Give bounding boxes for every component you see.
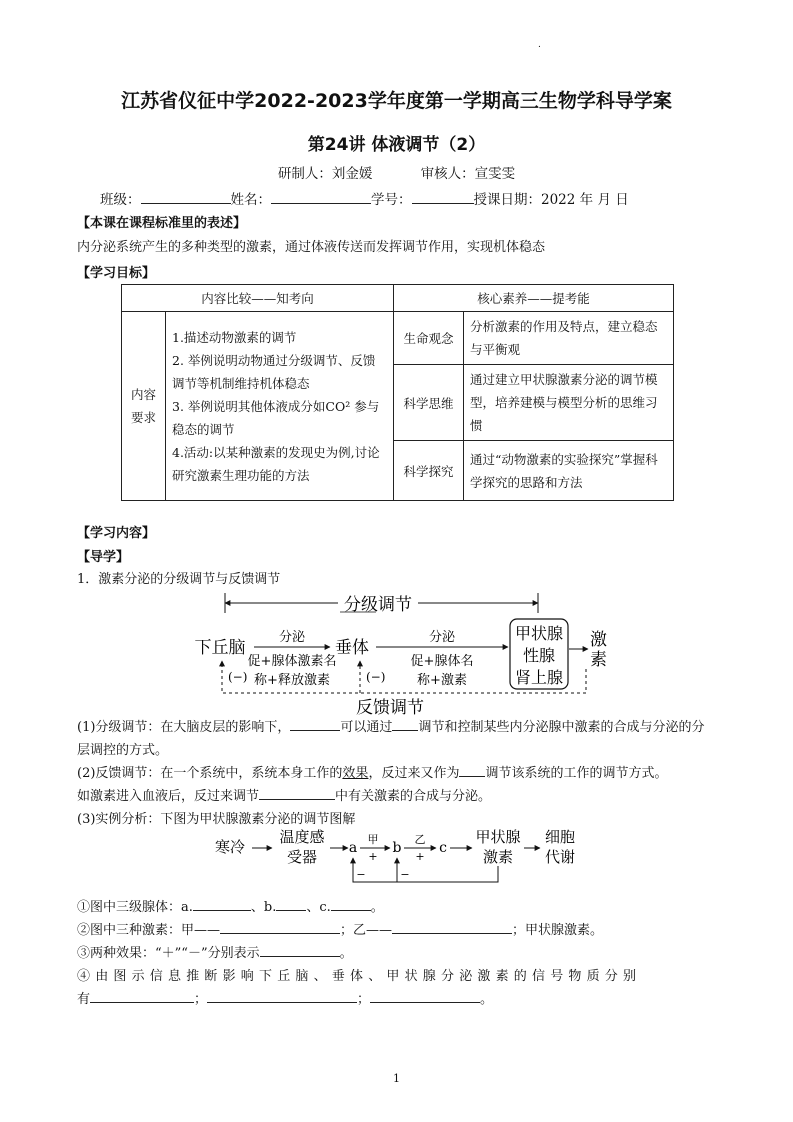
blank-3[interactable]	[459, 763, 485, 777]
node-c: c	[439, 840, 447, 856]
content-item: 1.描述动物激素的调节	[172, 329, 297, 345]
thyroid-diagram	[210, 828, 580, 890]
literacy-text: 通过“动物激素的实验探究”掌握科学探究的思路和方法	[464, 441, 674, 501]
page-number: 1	[393, 1072, 400, 1085]
p1-part3: 调节和控制某些内分泌腺中激素的合成与分泌的分层调控的方式。	[77, 720, 705, 758]
q1-blank-c[interactable]	[331, 897, 371, 911]
literacy-text: 分析激素的作用及特点，建立稳态与平衡观	[464, 312, 674, 365]
lesson-title: 第24讲 体液调节（2）	[307, 135, 486, 155]
releasing-hormone-label-1: 促+腺体激素名	[247, 654, 337, 669]
class-blank[interactable]	[141, 190, 231, 204]
p1-part2: 可以通过	[340, 720, 393, 735]
content-item: 2. 举例说明动物通过分级调节、反馈调节等机制维持机体稳态	[172, 352, 376, 391]
tropic-hormone-label-1: 促+腺体名	[410, 654, 474, 669]
hormone-label-top: 激	[590, 630, 607, 650]
q3-blank[interactable]	[260, 943, 340, 957]
q3-part1: ③两种效果：“＋”“－”分别表示	[77, 946, 260, 961]
q1-part3: 、c.	[306, 900, 331, 915]
blank-1[interactable]	[290, 717, 340, 731]
standard-heading: 【本课在课程标准里的表述】	[77, 216, 247, 231]
q4-part1: 有	[77, 992, 91, 1007]
cell-metabolism-2: 代谢	[544, 848, 576, 866]
hormone-jia: 甲	[367, 833, 379, 846]
blank-4[interactable]	[259, 786, 335, 800]
para-feedback-2	[77, 785, 491, 808]
q1-part1: ①图中三级腺体：a.	[77, 900, 193, 915]
reviewer: 审核人：宣雯雯	[420, 166, 516, 182]
id-blank[interactable]	[412, 190, 474, 204]
thyroid-hormone-1: 甲状腺	[475, 828, 521, 846]
thyroid-hormone-2: 激素	[482, 848, 514, 866]
col-content-header: 内容比较——知考向	[122, 285, 394, 312]
pituitary-label: 垂体	[335, 638, 369, 658]
node-b: b	[392, 840, 402, 856]
p2-effect: 效果	[342, 766, 369, 781]
q4-part2: ；	[194, 992, 208, 1007]
q1-part4: 。	[370, 900, 384, 915]
receptor-label-1: 温度感	[279, 828, 325, 846]
para-graded	[77, 716, 717, 762]
q2-blank-yi[interactable]	[392, 920, 512, 934]
minus-2: −	[400, 868, 410, 881]
q1-blank-a[interactable]	[193, 897, 251, 911]
question-1	[77, 896, 384, 919]
tropic-hormone-label-2: 称+激素	[417, 673, 467, 688]
hormone-yi: 乙	[414, 833, 426, 846]
name-blank[interactable]	[271, 190, 371, 204]
literacy-text: 通过建立甲状腺激素分泌的调节模型，培养建模与模型分析的思维习惯	[464, 365, 674, 441]
goals-table	[121, 284, 674, 501]
corner-dot: .	[538, 40, 541, 50]
feedback-label: 反馈调节	[356, 698, 424, 718]
page-title: 江苏省仪征中学2022-2023学年度第一学期高三生物学科导学案	[121, 90, 672, 112]
authors-line	[0, 162, 793, 182]
standard-text: 内分泌系统产生的多种类型的激素，通过体液传送而发挥调节作用，实现机体稳态	[77, 240, 546, 255]
hormone-label-bottom: 素	[590, 650, 607, 670]
q4-blank-2[interactable]	[207, 989, 357, 1003]
gland-adrenal: 肾上腺	[514, 668, 564, 687]
col-literacy-header: 核心素养——提考能	[394, 285, 674, 312]
p1-part1: (1)分级调节：在大脑皮层的影响下，	[77, 720, 291, 735]
minus-pituitary: (−)	[366, 670, 386, 684]
p2-part2: ，反过来又作为	[368, 766, 460, 781]
literacy-name: 科学探究	[394, 441, 464, 501]
plus-1: +	[368, 850, 378, 863]
student-info-line	[100, 188, 629, 208]
q1-blank-b[interactable]	[276, 897, 306, 911]
question-3	[77, 942, 353, 965]
goals-heading: 【学习目标】	[77, 266, 156, 281]
guide-heading: 【导学】	[77, 550, 130, 565]
secrete-label-2: 分泌	[428, 630, 456, 645]
graded-label: 分级调节	[344, 595, 412, 615]
content-item: 3. 举例说明其他体液成分如CO² 参与稳态的调节	[172, 398, 380, 437]
question-2	[77, 919, 603, 942]
minus-hypo: (−)	[228, 670, 248, 684]
literacy-name: 生命观念	[394, 312, 464, 365]
q2-part3: ；甲状腺激素。	[512, 923, 604, 938]
blank-2[interactable]	[392, 717, 418, 731]
q4-part3: ；	[357, 992, 371, 1007]
p3-part2: 中有关激素的合成与分泌。	[335, 789, 492, 804]
plus-2: +	[415, 850, 425, 863]
author: 研制人：刘金媛	[277, 166, 373, 182]
q3-part2: 。	[339, 946, 353, 961]
name-label: 姓名：	[230, 192, 271, 208]
q2-blank-jia[interactable]	[220, 920, 340, 934]
p3-part1: 如激素进入血液后，反过来调节	[77, 789, 260, 804]
q1-part2: 、b.	[250, 900, 277, 915]
content-requirements	[166, 312, 394, 501]
releasing-hormone-label-2: 称+释放激素	[254, 673, 330, 688]
p2-part3: 调节该系统的工作的调节方式。	[485, 766, 668, 781]
literacy-name: 科学思维	[394, 365, 464, 441]
q4-blank-1[interactable]	[90, 989, 194, 1003]
node-a: a	[348, 840, 358, 856]
question-4-answers	[77, 988, 493, 1011]
cold-label: 寒冷	[214, 838, 246, 856]
date-label: 授课日期：2022 年 月 日	[473, 192, 629, 208]
minus-1: −	[356, 868, 366, 881]
receptor-label-2: 受器	[286, 848, 318, 866]
q4-part4: 。	[480, 992, 494, 1007]
regulation-diagram	[190, 585, 610, 720]
question-4: ④由图示信息推断影响下丘脑、垂体、甲状腺分泌激素的信号物质分别	[77, 969, 642, 984]
row-label: 内容要求	[122, 312, 166, 501]
cell-metabolism-1: 细胞	[544, 828, 576, 846]
para-example: (3)实例分析：下图为甲状腺激素分泌的调节图解	[77, 812, 356, 827]
q2-part1: ②图中三种激素：甲——	[77, 923, 221, 938]
item1-title: 1．激素分泌的分级调节与反馈调节	[77, 572, 281, 587]
p2-part1: (2)反馈调节：在一个系统中，系统本身工作的	[77, 766, 343, 781]
id-label: 学号：	[371, 192, 412, 208]
content-item: 4.活动:以某种激素的发现史为例,讨论研究激素生理功能的方法	[172, 444, 380, 483]
secrete-label-1: 分泌	[278, 630, 306, 645]
class-label: 班级：	[100, 192, 141, 208]
content-heading: 【学习内容】	[77, 526, 156, 541]
q2-part2: ；乙——	[340, 923, 393, 938]
gland-thyroid: 甲状腺	[514, 624, 564, 643]
gland-gonad: 性腺	[522, 646, 556, 665]
q4-blank-3[interactable]	[370, 989, 480, 1003]
hypothalamus-label: 下丘脑	[194, 638, 246, 658]
para-feedback	[77, 762, 737, 785]
